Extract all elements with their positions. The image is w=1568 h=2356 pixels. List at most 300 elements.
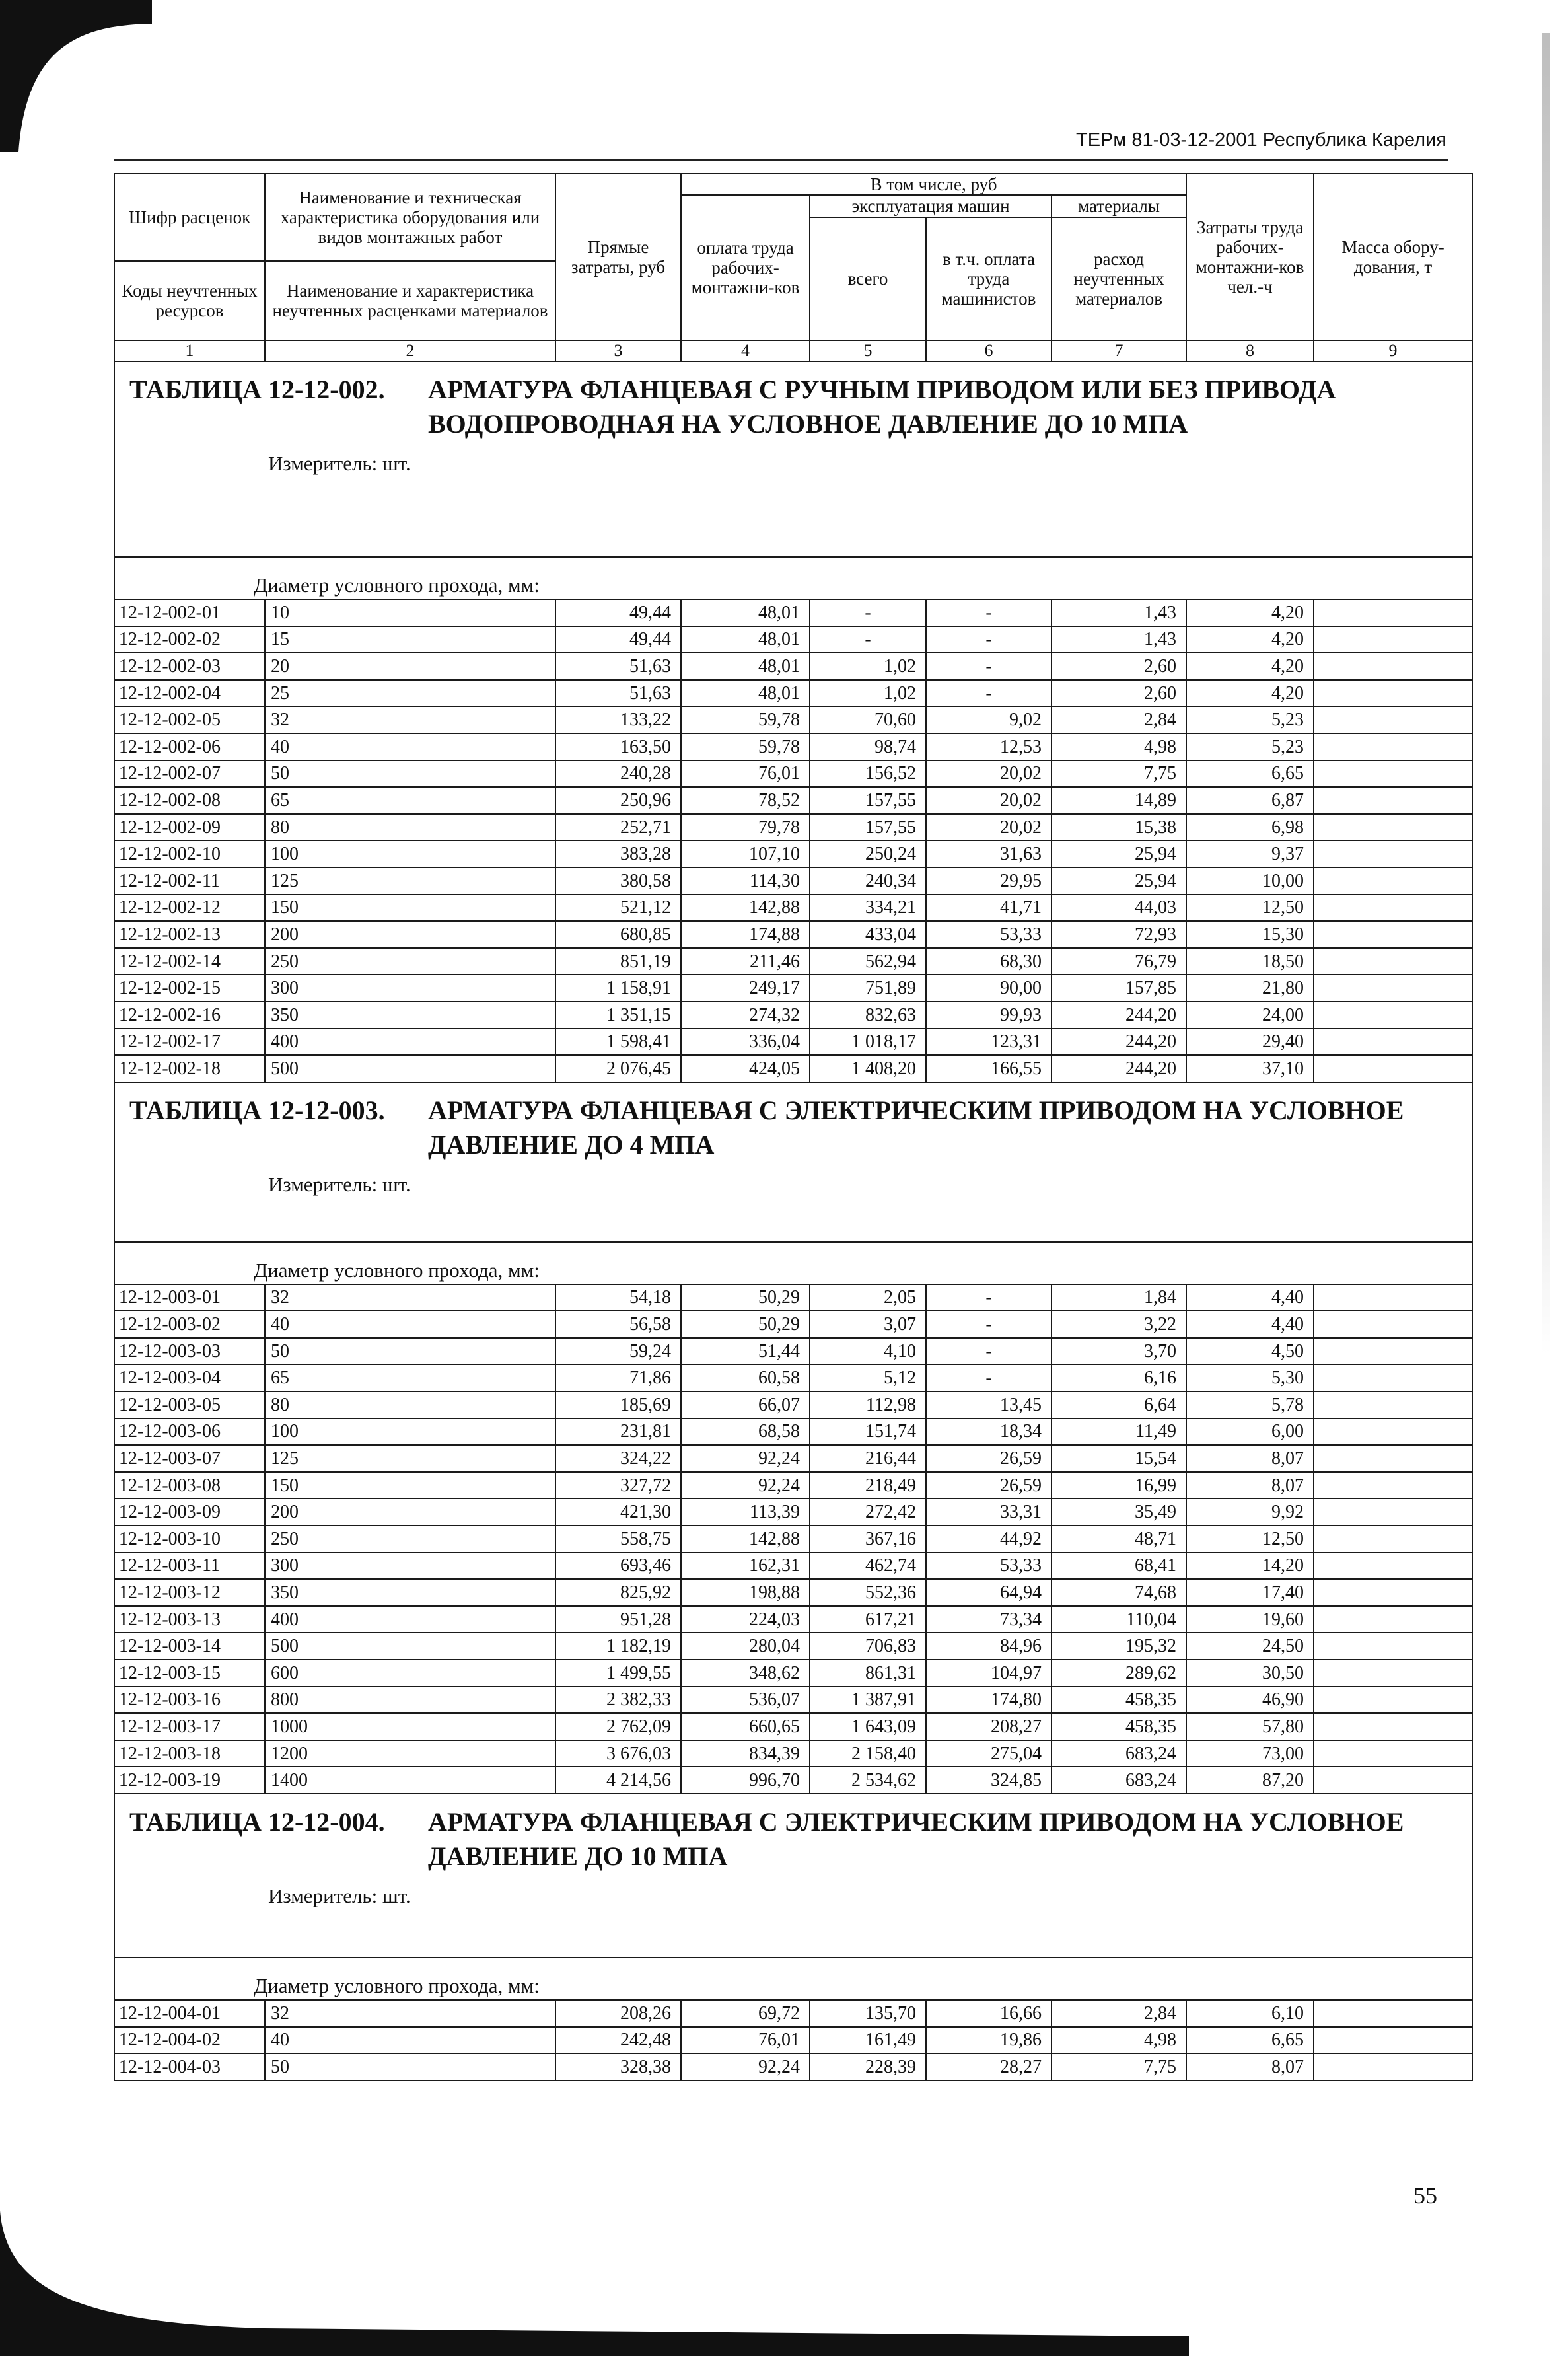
machines-wage: 64,94 — [926, 1579, 1051, 1606]
col-mass: Масса обору-дования, т — [1314, 174, 1472, 340]
rate-code: 12-12-002-13 — [114, 921, 265, 948]
col-number: 7 — [1051, 340, 1186, 361]
rate-code: 12-12-004-01 — [114, 2000, 265, 2027]
labor-hours: 5,78 — [1186, 1391, 1314, 1418]
mass — [1314, 680, 1472, 707]
diameter: 50 — [265, 2053, 555, 2080]
mass — [1314, 1713, 1472, 1740]
table-row — [114, 1740, 1472, 1767]
table-row — [114, 1553, 1472, 1580]
mass — [1314, 599, 1472, 626]
rate-code: 12-12-002-09 — [114, 814, 265, 841]
diameter: 125 — [265, 1445, 555, 1472]
mass — [1314, 2053, 1472, 2080]
table-row — [114, 921, 1472, 948]
machines-total: 157,55 — [810, 787, 926, 814]
wage: 50,29 — [681, 1284, 810, 1311]
materials-consumption: 15,38 — [1051, 814, 1186, 841]
diameter: 15 — [265, 626, 555, 653]
table-row — [114, 787, 1472, 814]
table-row — [114, 895, 1472, 922]
unit-of-measure: Измеритель: шт. — [268, 452, 411, 475]
col-number: 8 — [1186, 340, 1314, 361]
diameter: 40 — [265, 733, 555, 760]
machines-total: 562,94 — [810, 948, 926, 975]
machines-total: 240,34 — [810, 867, 926, 895]
materials-consumption: 458,35 — [1051, 1687, 1186, 1714]
machines-total: 4,10 — [810, 1338, 926, 1365]
machines-total: 861,31 — [810, 1660, 926, 1687]
machines-total: 151,74 — [810, 1418, 926, 1446]
direct-cost: 693,46 — [555, 1553, 681, 1580]
machines-wage: 26,59 — [926, 1445, 1051, 1472]
machines-total: 135,70 — [810, 2000, 926, 2027]
machines-total: 250,24 — [810, 840, 926, 867]
machines-total: 552,36 — [810, 1579, 926, 1606]
mass — [1314, 1055, 1472, 1082]
wage: 162,31 — [681, 1553, 810, 1580]
machines-total: 1,02 — [810, 680, 926, 707]
diameter: 50 — [265, 760, 555, 788]
rate-code: 12-12-003-18 — [114, 1740, 265, 1767]
direct-cost: 2 076,45 — [555, 1055, 681, 1082]
rate-code: 12-12-003-12 — [114, 1579, 265, 1606]
machines-wage: - — [926, 653, 1051, 680]
document-reference: ТЕРм 81-03-12-2001 Республика Карелия — [1075, 129, 1446, 151]
direct-cost: 851,19 — [555, 948, 681, 975]
table-row — [114, 733, 1472, 760]
direct-cost: 185,69 — [555, 1391, 681, 1418]
direct-cost: 1 598,41 — [555, 1029, 681, 1056]
labor-hours: 5,23 — [1186, 706, 1314, 733]
labor-hours: 6,00 — [1186, 1418, 1314, 1446]
labor-hours: 5,23 — [1186, 733, 1314, 760]
machines-wage: - — [926, 626, 1051, 653]
wage: 142,88 — [681, 895, 810, 922]
direct-cost: 51,63 — [555, 653, 681, 680]
machines-wage: 90,00 — [926, 975, 1051, 1002]
rate-code: 12-12-002-07 — [114, 760, 265, 788]
col-materials-consumption: расход неучтенных материалов — [1051, 217, 1186, 340]
wage: 48,01 — [681, 599, 810, 626]
materials-consumption: 7,75 — [1051, 760, 1186, 788]
rate-code: 12-12-002-02 — [114, 626, 265, 653]
machines-total: 706,83 — [810, 1633, 926, 1660]
labor-hours: 24,50 — [1186, 1633, 1314, 1660]
wage: 198,88 — [681, 1579, 810, 1606]
materials-consumption: 244,20 — [1051, 1029, 1186, 1056]
labor-hours: 37,10 — [1186, 1055, 1314, 1082]
machines-total: 112,98 — [810, 1391, 926, 1418]
wage: 76,01 — [681, 2027, 810, 2054]
materials-consumption: 3,22 — [1051, 1311, 1186, 1338]
direct-cost: 56,58 — [555, 1311, 681, 1338]
rate-code: 12-12-004-03 — [114, 2053, 265, 2080]
rate-code: 12-12-002-14 — [114, 948, 265, 975]
machines-wage: 19,86 — [926, 2027, 1051, 2054]
scan-edge-shadow — [1542, 33, 1550, 1354]
diameter: 150 — [265, 1472, 555, 1499]
labor-hours: 29,40 — [1186, 1029, 1314, 1056]
machines-total: 334,21 — [810, 895, 926, 922]
machines-total: 2,05 — [810, 1284, 926, 1311]
labor-hours: 12,50 — [1186, 895, 1314, 922]
table-row — [114, 760, 1472, 788]
labor-hours: 21,80 — [1186, 975, 1314, 1002]
diameter: 300 — [265, 1553, 555, 1580]
wage: 834,39 — [681, 1740, 810, 1767]
table-row — [114, 2053, 1472, 2080]
rate-code: 12-12-002-17 — [114, 1029, 265, 1056]
table-row — [114, 2000, 1472, 2027]
diameter: 100 — [265, 1418, 555, 1446]
rate-code: 12-12-002-01 — [114, 599, 265, 626]
wage: 92,24 — [681, 1472, 810, 1499]
mass — [1314, 1311, 1472, 1338]
diameter: 1400 — [265, 1767, 555, 1794]
mass — [1314, 1633, 1472, 1660]
machines-total: 161,49 — [810, 2027, 926, 2054]
direct-cost: 1 351,15 — [555, 1002, 681, 1029]
wage: 92,24 — [681, 2053, 810, 2080]
direct-cost: 1 158,91 — [555, 975, 681, 1002]
diameter: 350 — [265, 1002, 555, 1029]
materials-consumption: 6,64 — [1051, 1391, 1186, 1418]
direct-cost: 240,28 — [555, 760, 681, 788]
wage: 113,39 — [681, 1498, 810, 1526]
diameter: 32 — [265, 2000, 555, 2027]
col-name-top: Наименование и техническая характеристика оборудования или видов монтажных работ — [265, 174, 555, 261]
mass — [1314, 1526, 1472, 1553]
section-title — [129, 1805, 1457, 1874]
direct-cost: 49,44 — [555, 626, 681, 653]
col-code-bottom: Коды неучтенных ресурсов — [114, 261, 265, 340]
rate-code: 12-12-003-14 — [114, 1633, 265, 1660]
table-row — [114, 1526, 1472, 1553]
rate-code: 12-12-002-05 — [114, 706, 265, 733]
mass — [1314, 814, 1472, 841]
labor-hours: 8,07 — [1186, 1445, 1314, 1472]
direct-cost: 54,18 — [555, 1284, 681, 1311]
mass — [1314, 1445, 1472, 1472]
machines-total: 5,12 — [810, 1364, 926, 1391]
machines-wage: - — [926, 1364, 1051, 1391]
table-row — [114, 1002, 1472, 1029]
materials-consumption: 7,75 — [1051, 2053, 1186, 2080]
labor-hours: 4,20 — [1186, 599, 1314, 626]
mass — [1314, 1029, 1472, 1056]
diameter: 125 — [265, 867, 555, 895]
rate-code: 12-12-003-02 — [114, 1311, 265, 1338]
section-label: ТАБЛИЦА 12-12-003. — [129, 1095, 385, 1125]
direct-cost: 521,12 — [555, 895, 681, 922]
rate-code: 12-12-002-16 — [114, 1002, 265, 1029]
mass — [1314, 1418, 1472, 1446]
direct-cost: 951,28 — [555, 1606, 681, 1633]
diameter-caption-row — [114, 557, 1472, 599]
col-number: 6 — [926, 340, 1051, 361]
diameter-caption-row — [114, 1958, 1472, 2000]
diameter: 40 — [265, 1311, 555, 1338]
table-row — [114, 706, 1472, 733]
col-including: В том числе, руб — [681, 174, 1186, 195]
direct-cost: 51,63 — [555, 680, 681, 707]
table-row — [114, 1579, 1472, 1606]
labor-hours: 8,07 — [1186, 2053, 1314, 2080]
table-row — [114, 1660, 1472, 1687]
wage: 114,30 — [681, 867, 810, 895]
rate-code: 12-12-003-16 — [114, 1687, 265, 1714]
materials-consumption: 458,35 — [1051, 1713, 1186, 1740]
diameter: 80 — [265, 814, 555, 841]
direct-cost: 421,30 — [555, 1498, 681, 1526]
wage: 51,44 — [681, 1338, 810, 1365]
materials-consumption: 1,84 — [1051, 1284, 1186, 1311]
diameter: 250 — [265, 1526, 555, 1553]
direct-cost: 250,96 — [555, 787, 681, 814]
table-row — [114, 814, 1472, 841]
diameter: 200 — [265, 921, 555, 948]
machines-wage: 174,80 — [926, 1687, 1051, 1714]
mass — [1314, 626, 1472, 653]
col-materials: материалы — [1051, 195, 1186, 217]
mass — [1314, 1002, 1472, 1029]
labor-hours: 4,40 — [1186, 1284, 1314, 1311]
machines-total: 228,39 — [810, 2053, 926, 2080]
direct-cost: 49,44 — [555, 599, 681, 626]
wage: 78,52 — [681, 787, 810, 814]
rate-code: 12-12-002-08 — [114, 787, 265, 814]
rate-code: 12-12-003-17 — [114, 1713, 265, 1740]
machines-total: 433,04 — [810, 921, 926, 948]
col-labor: Затраты труда рабочих-монтажни-ков чел.-ч — [1186, 174, 1314, 340]
diameter: 25 — [265, 680, 555, 707]
materials-consumption: 35,49 — [1051, 1498, 1186, 1526]
table-row — [114, 1633, 1472, 1660]
wage: 48,01 — [681, 680, 810, 707]
machines-wage: 208,27 — [926, 1713, 1051, 1740]
rate-code: 12-12-003-09 — [114, 1498, 265, 1526]
machines-wage: 9,02 — [926, 706, 1051, 733]
table-body — [114, 361, 1472, 2080]
diameter: 600 — [265, 1660, 555, 1687]
labor-hours: 4,20 — [1186, 653, 1314, 680]
mass — [1314, 1579, 1472, 1606]
labor-hours: 6,65 — [1186, 760, 1314, 788]
machines-total: - — [810, 599, 926, 626]
table-row — [114, 1606, 1472, 1633]
diameter: 500 — [265, 1055, 555, 1082]
diameter-caption-row — [114, 1242, 1472, 1284]
materials-consumption: 683,24 — [1051, 1740, 1186, 1767]
materials-consumption: 44,03 — [1051, 895, 1186, 922]
col-number: 1 — [114, 340, 265, 361]
labor-hours: 57,80 — [1186, 1713, 1314, 1740]
wage: 996,70 — [681, 1767, 810, 1794]
materials-consumption: 110,04 — [1051, 1606, 1186, 1633]
mass — [1314, 867, 1472, 895]
materials-consumption: 25,94 — [1051, 867, 1186, 895]
mass — [1314, 706, 1472, 733]
machines-total: 617,21 — [810, 1606, 926, 1633]
wage: 48,01 — [681, 653, 810, 680]
materials-consumption: 72,93 — [1051, 921, 1186, 948]
labor-hours: 6,10 — [1186, 2000, 1314, 2027]
machines-total: 1,02 — [810, 653, 926, 680]
mass — [1314, 1767, 1472, 1794]
machines-wage: 29,95 — [926, 867, 1051, 895]
diameter: 350 — [265, 1579, 555, 1606]
machines-wage: 20,02 — [926, 787, 1051, 814]
mass — [1314, 921, 1472, 948]
materials-consumption: 76,79 — [1051, 948, 1186, 975]
direct-cost: 328,38 — [555, 2053, 681, 2080]
machines-wage: 84,96 — [926, 1633, 1051, 1660]
table-row — [114, 840, 1472, 867]
table-row — [114, 2027, 1472, 2054]
table-header — [114, 174, 1472, 361]
unit-of-measure: Измеритель: шт. — [268, 1172, 411, 1196]
labor-hours: 46,90 — [1186, 1687, 1314, 1714]
mass — [1314, 1740, 1472, 1767]
diameter: 50 — [265, 1338, 555, 1365]
labor-hours: 87,20 — [1186, 1767, 1314, 1794]
labor-hours: 10,00 — [1186, 867, 1314, 895]
materials-consumption: 4,98 — [1051, 733, 1186, 760]
labor-hours: 9,37 — [1186, 840, 1314, 867]
table-row — [114, 1498, 1472, 1526]
materials-consumption: 2,60 — [1051, 653, 1186, 680]
direct-cost: 2 762,09 — [555, 1713, 681, 1740]
table-row — [114, 1391, 1472, 1418]
table-row — [114, 1472, 1472, 1499]
table-row — [114, 1311, 1472, 1338]
materials-consumption: 68,41 — [1051, 1553, 1186, 1580]
section-title-row — [114, 1794, 1472, 1958]
section-label: ТАБЛИЦА 12-12-004. — [129, 1806, 385, 1837]
machines-total: 2 534,62 — [810, 1767, 926, 1794]
materials-consumption: 48,71 — [1051, 1526, 1186, 1553]
machines-wage: 20,02 — [926, 814, 1051, 841]
machines-wage: 324,85 — [926, 1767, 1051, 1794]
direct-cost: 208,26 — [555, 2000, 681, 2027]
machines-total: 1 408,20 — [810, 1055, 926, 1082]
table-row — [114, 653, 1472, 680]
machines-wage: 166,55 — [926, 1055, 1051, 1082]
col-name-bottom: Наименование и характеристика неучтенных расценками материалов — [265, 261, 555, 340]
wage: 224,03 — [681, 1606, 810, 1633]
mass — [1314, 1498, 1472, 1526]
col-direct-cost: Прямые затраты, руб — [555, 174, 681, 340]
rate-code: 12-12-002-11 — [114, 867, 265, 895]
machines-wage: 99,93 — [926, 1002, 1051, 1029]
mass — [1314, 1660, 1472, 1687]
machines-wage: 41,71 — [926, 895, 1051, 922]
direct-cost: 383,28 — [555, 840, 681, 867]
materials-consumption: 74,68 — [1051, 1579, 1186, 1606]
rate-code: 12-12-003-15 — [114, 1660, 265, 1687]
labor-hours: 18,50 — [1186, 948, 1314, 975]
machines-wage: 31,63 — [926, 840, 1051, 867]
labor-hours: 15,30 — [1186, 921, 1314, 948]
rate-code: 12-12-002-18 — [114, 1055, 265, 1082]
wage: 336,04 — [681, 1029, 810, 1056]
rate-code: 12-12-003-03 — [114, 1338, 265, 1365]
diameter: 80 — [265, 1391, 555, 1418]
machines-total: 156,52 — [810, 760, 926, 788]
rate-code: 12-12-002-03 — [114, 653, 265, 680]
labor-hours: 4,20 — [1186, 680, 1314, 707]
machines-total: 3,07 — [810, 1311, 926, 1338]
column-numbers-row — [114, 340, 1472, 361]
materials-consumption: 11,49 — [1051, 1418, 1186, 1446]
direct-cost: 1 499,55 — [555, 1660, 681, 1687]
machines-wage: 26,59 — [926, 1472, 1051, 1499]
labor-hours: 17,40 — [1186, 1579, 1314, 1606]
diameter: 32 — [265, 706, 555, 733]
page-number: 55 — [1413, 2182, 1437, 2209]
rate-code: 12-12-004-02 — [114, 2027, 265, 2054]
direct-cost: 133,22 — [555, 706, 681, 733]
diameter: 400 — [265, 1606, 555, 1633]
scan-edge-artifact — [0, 2211, 1189, 2356]
direct-cost: 380,58 — [555, 867, 681, 895]
labor-hours: 4,50 — [1186, 1338, 1314, 1365]
direct-cost: 558,75 — [555, 1526, 681, 1553]
wage: 68,58 — [681, 1418, 810, 1446]
machines-wage: 16,66 — [926, 2000, 1051, 2027]
wage: 424,05 — [681, 1055, 810, 1082]
labor-hours: 8,07 — [1186, 1472, 1314, 1499]
rate-code: 12-12-003-13 — [114, 1606, 265, 1633]
machines-total: 751,89 — [810, 975, 926, 1002]
wage: 59,78 — [681, 706, 810, 733]
rate-code: 12-12-002-06 — [114, 733, 265, 760]
unit-of-measure: Измеритель: шт. — [268, 1884, 411, 1907]
diameter: 500 — [265, 1633, 555, 1660]
rate-code: 12-12-003-01 — [114, 1284, 265, 1311]
labor-hours: 12,50 — [1186, 1526, 1314, 1553]
machines-total: 2 158,40 — [810, 1740, 926, 1767]
col-machines-total: всего — [810, 217, 926, 340]
wage: 79,78 — [681, 814, 810, 841]
rate-code: 12-12-003-05 — [114, 1391, 265, 1418]
wage: 211,46 — [681, 948, 810, 975]
labor-hours: 5,30 — [1186, 1364, 1314, 1391]
table-row — [114, 948, 1472, 975]
machines-wage: 33,31 — [926, 1498, 1051, 1526]
wage: 348,62 — [681, 1660, 810, 1687]
section-heading: АРМАТУРА ФЛАНЦЕВАЯ С ЭЛЕКТРИЧЕСКИМ ПРИВОДОМ НА УСЛОВНОЕ ДАВЛЕНИЕ ДО 10 МПА — [428, 1806, 1404, 1871]
direct-cost: 231,81 — [555, 1418, 681, 1446]
wage: 66,07 — [681, 1391, 810, 1418]
table-row — [114, 680, 1472, 707]
machines-total: 367,16 — [810, 1526, 926, 1553]
machines-wage: 12,53 — [926, 733, 1051, 760]
rate-code: 12-12-003-10 — [114, 1526, 265, 1553]
diameter: 400 — [265, 1029, 555, 1056]
materials-consumption: 157,85 — [1051, 975, 1186, 1002]
wage: 536,07 — [681, 1687, 810, 1714]
rate-code: 12-12-003-08 — [114, 1472, 265, 1499]
col-number: 2 — [265, 340, 555, 361]
labor-hours: 14,20 — [1186, 1553, 1314, 1580]
direct-cost: 825,92 — [555, 1579, 681, 1606]
labor-hours: 6,65 — [1186, 2027, 1314, 2054]
wage: 60,58 — [681, 1364, 810, 1391]
diameter: 200 — [265, 1498, 555, 1526]
direct-cost: 252,71 — [555, 814, 681, 841]
